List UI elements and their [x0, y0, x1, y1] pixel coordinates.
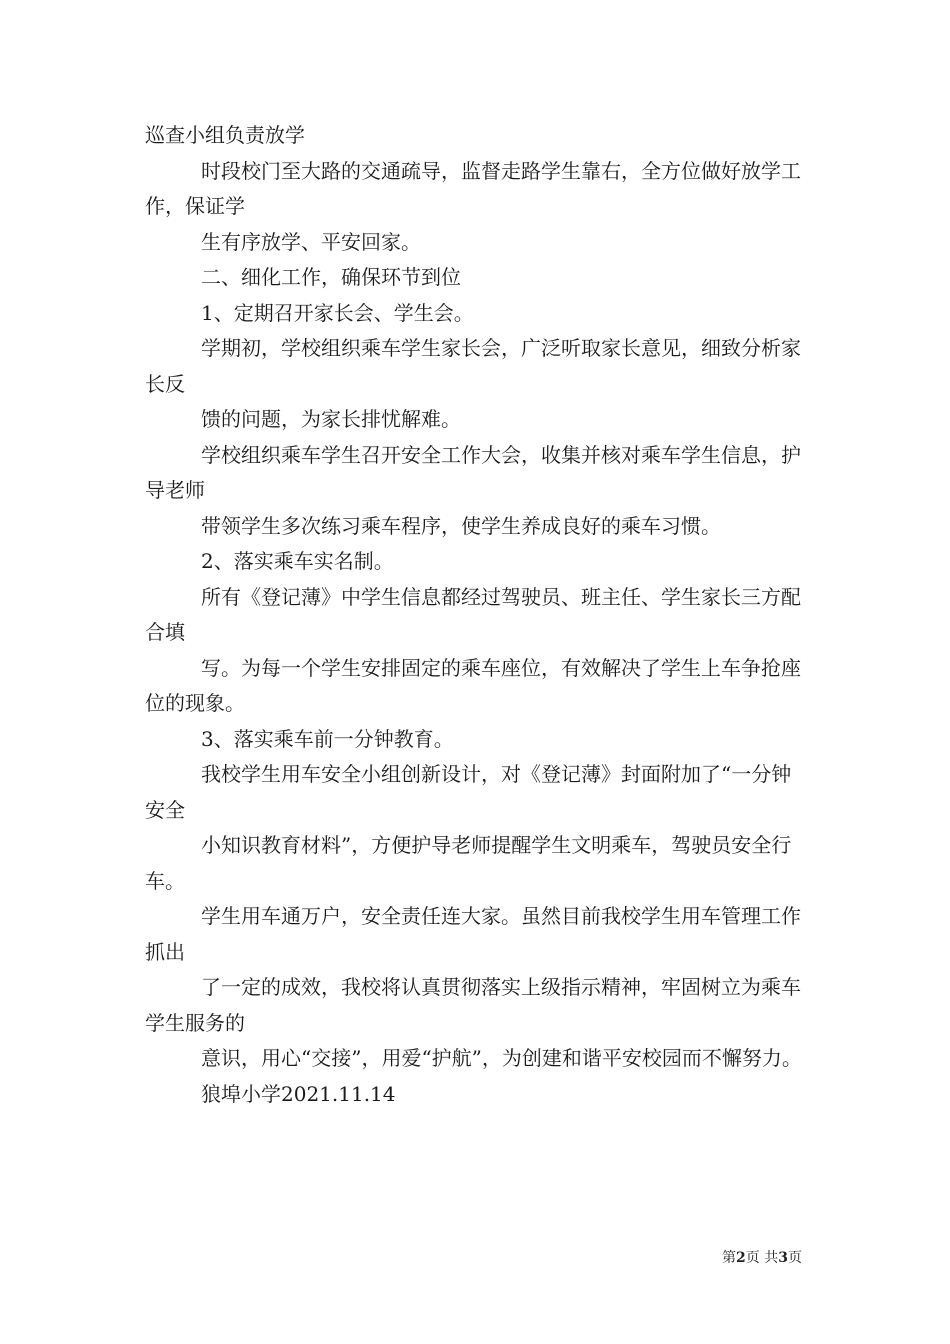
paragraph: 时段校门至大路的交通疏导，监督走路学生靠右，全方位做好放学工作，保证学	[145, 158, 801, 218]
subsection-heading: 3、落实乘车前一分钟教育。	[201, 726, 454, 751]
paragraph: 馈的问题，为家长排忧解难。	[201, 407, 461, 431]
footer-middle: 页 共	[745, 1250, 779, 1266]
signature-date: 狼埠小学2021.11.14	[201, 1081, 396, 1106]
paragraph: 学生用车通万户，安全责任连大家。虽然目前我校学生用车管理工作抓出	[145, 904, 801, 964]
paragraph: 意识，用心“交接”，用爱“护航”，为创建和谐平安校园而不懈努力。	[201, 1046, 802, 1070]
paragraph: 生有序放学、平安回家。	[201, 229, 421, 254]
paragraph: 我校学生用车安全小组创新设计，对《登记薄》封面附加了“一分钟安全	[145, 762, 792, 822]
subsection-heading: 1、定期召开家长会、学生会。	[201, 300, 474, 325]
paragraph: 了一定的成效，我校将认真贯彻落实上级指示精神，牢固树立为乘车学生服务的	[145, 975, 801, 1035]
paragraph: 学校组织乘车学生召开安全工作大会，收集并核对乘车学生信息，护导老师	[145, 442, 801, 502]
paragraph: 带领学生多次练习乘车程序，使学生养成良好的乘车习惯。	[201, 513, 721, 538]
paragraph: 写。为每一个学生安排固定的乘车座位，有效解决了学生上车争抢座位的现象。	[145, 655, 801, 715]
paragraph: 学期初，学校组织乘车学生家长会，广泛听取家长意见，细致分析家长反	[145, 336, 801, 396]
total-pages-number: 3	[778, 1250, 788, 1266]
page-number-footer	[722, 1247, 802, 1267]
current-page-number: 2	[736, 1250, 746, 1266]
document-body	[145, 118, 810, 1112]
section-heading: 二、细化工作，确保环节到位	[201, 265, 461, 289]
paragraph: 小知识教育材料”，方便护导老师提醒学生文明乘车，驾驶员安全行车。	[145, 833, 792, 893]
paragraph: 所有《登记薄》中学生信息都经过驾驶员、班主任、学生家长三方配合填	[145, 584, 801, 644]
subsection-heading: 2、落实乘车实名制。	[201, 549, 394, 573]
footer-prefix: 第	[722, 1250, 737, 1266]
paragraph: 巡查小组负责放学	[145, 123, 305, 147]
footer-suffix: 页	[788, 1250, 802, 1266]
